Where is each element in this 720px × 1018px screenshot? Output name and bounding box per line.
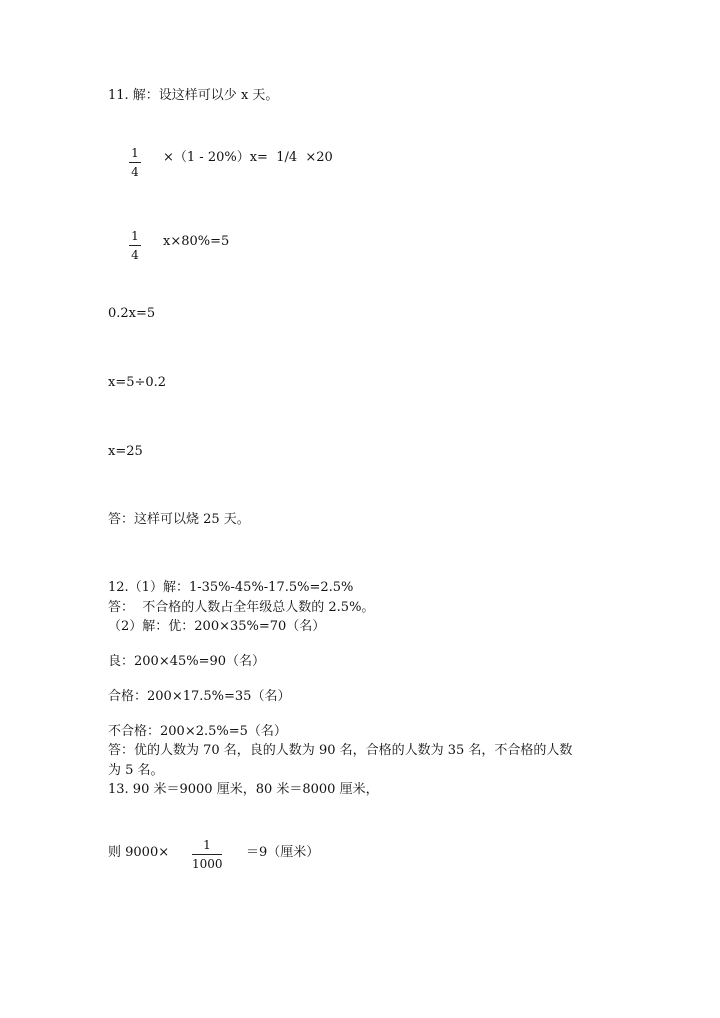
fraction-bar: [192, 854, 222, 855]
q12-line-5: 合格：200×17.5%=35（名）: [108, 689, 291, 704]
q12-line-1: 12.（1）解：1-35%-45%-17.5%=2.5%: [108, 580, 354, 595]
q12-line-7: 答：优的人数为 70 名，良的人数为 90 名，合格的人数为 35 名，不合格的人数: [108, 743, 573, 758]
q11-eq5: x=25: [108, 444, 143, 459]
q13-eq-prefix: 则 9000×: [108, 845, 170, 860]
q12-line-8: 为 5 名。: [108, 763, 164, 778]
fraction-denominator: 4: [131, 248, 139, 262]
q12-line-6: 不合格：200×2.5%=5（名）: [108, 724, 287, 739]
q11-eq2-expression: x×80%=5: [163, 234, 230, 249]
q11-heading: 11. 解：设这样可以少 x 天。: [108, 88, 279, 103]
q13-line-1: 13. 90 米＝9000 厘米，80 米＝8000 厘米，: [108, 782, 379, 797]
q13-eq-suffix: ＝9（厘米）: [246, 845, 320, 860]
fraction-numerator: 1: [131, 146, 139, 160]
q11-eq2-fraction: [129, 229, 141, 262]
q11-answer: 答：这样可以烧 25 天。: [108, 512, 250, 527]
q13-fraction: [192, 838, 222, 871]
fraction-numerator: 1: [131, 229, 139, 243]
q11-eq3: 0.2x=5: [108, 306, 156, 321]
fraction-numerator: 1: [203, 838, 211, 852]
fraction-bar: [129, 245, 141, 246]
fraction-denominator: 1000: [192, 857, 223, 871]
q11-eq1-expression: ×（1 - 20%）x= 1/4 ×20: [163, 150, 333, 165]
fraction-denominator: 4: [131, 165, 139, 179]
q11-eq4: x=5÷0.2: [108, 375, 167, 390]
fraction-bar: [129, 162, 141, 163]
q12-line-2: 答： 不合格的人数占全年级总人数的 2.5%。: [108, 600, 375, 615]
q12-line-4: 良：200×45%=90（名）: [108, 654, 266, 669]
q11-eq1-fraction: [129, 146, 141, 179]
q12-line-3: （2）解：优：200×35%=70（名）: [108, 619, 326, 634]
